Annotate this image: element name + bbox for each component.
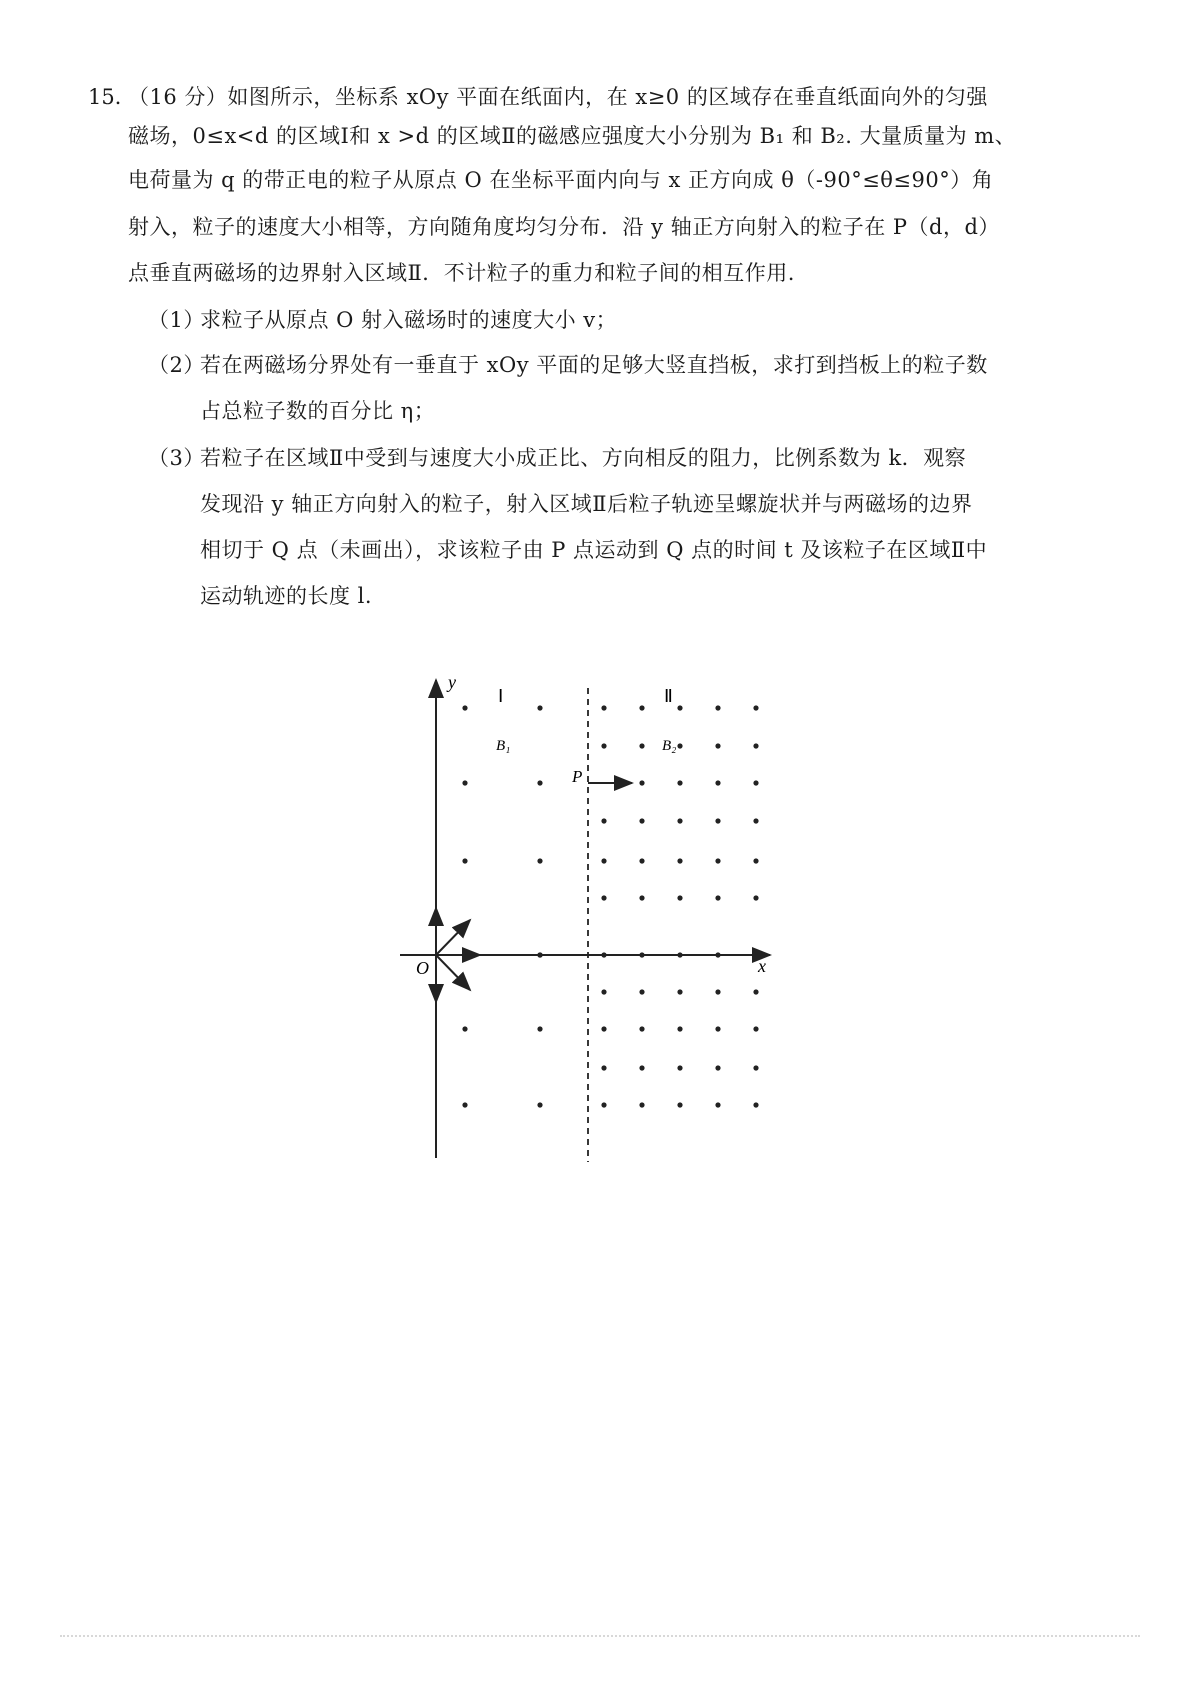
field-2-label: B₂ <box>662 738 677 754</box>
field-dot <box>677 1026 682 1031</box>
field-dot <box>753 989 758 994</box>
field-dot <box>753 1102 758 1107</box>
origin-label: O <box>416 958 429 978</box>
field-dot <box>639 1102 644 1107</box>
field-dot <box>537 705 542 710</box>
field-dot <box>753 1065 758 1070</box>
question-line-2: 磁场，0≤x<d 的区域Ⅰ和 x >d 的区域Ⅱ的磁感应强度大小分别为 B₁ 和 B₂. 大量质量为 m、 <box>128 124 1017 148</box>
field-dot <box>753 858 758 863</box>
field-dots <box>462 705 758 1107</box>
field-dot <box>601 1065 606 1070</box>
field-dot <box>715 895 720 900</box>
field-dot <box>677 705 682 710</box>
part-3-label: （3） <box>148 446 205 470</box>
field-dot <box>677 818 682 823</box>
field-dot <box>677 1102 682 1107</box>
question-line-3: 电荷量为 q 的带正电的粒子从原点 O 在坐标平面内向与 x 正方向成 θ（-90°≤θ≤90°）角 <box>128 168 994 192</box>
region-2-label: Ⅱ <box>664 686 673 706</box>
field-dot <box>753 1026 758 1031</box>
field-dot <box>715 818 720 823</box>
field-dot <box>753 705 758 710</box>
field-dot <box>715 705 720 710</box>
field-dot <box>715 1102 720 1107</box>
field-dot <box>462 1026 467 1031</box>
region-1-label: Ⅰ <box>498 686 504 706</box>
field-dot <box>601 1026 606 1031</box>
field-dot <box>639 895 644 900</box>
field-dot <box>601 743 606 748</box>
part-3-line-2: 发现沿 y 轴正方向射入的粒子，射入区域Ⅱ后粒子轨迹呈螺旋状并与两磁场的边界 <box>200 492 973 516</box>
field-dot <box>639 705 644 710</box>
field-dot <box>677 780 682 785</box>
field-dot <box>715 989 720 994</box>
field-dot <box>677 743 682 748</box>
part-1-label: （1） <box>148 308 205 332</box>
part-3-line-3: 相切于 Q 点（未画出），求该粒子由 P 点运动到 Q 点的时间 t 及该粒子在区域Ⅱ中 <box>200 538 988 562</box>
velocity-arrow-down-right <box>436 955 470 990</box>
field-dot <box>601 895 606 900</box>
field-dot <box>601 1102 606 1107</box>
field-dot <box>537 1026 542 1031</box>
question-line-4: 射入，粒子的速度大小相等，方向随角度均匀分布．沿 y 轴正方向射入的粒子在 P（d，d） <box>128 215 1000 239</box>
page-bottom-rule <box>60 1635 1140 1637</box>
field-dot <box>462 1102 467 1107</box>
part-2-line-2: 占总粒子数的百分比 η； <box>200 399 436 423</box>
field-dot <box>601 705 606 710</box>
field-dot <box>677 895 682 900</box>
field-dot <box>601 858 606 863</box>
field-dot <box>601 989 606 994</box>
field-dot <box>715 858 720 863</box>
part-2-label: （2） <box>148 353 205 377</box>
question-line-5: 点垂直两磁场的边界射入区域Ⅱ．不计粒子的重力和粒子间的相互作用. <box>128 261 795 285</box>
field-dot <box>677 1065 682 1070</box>
field-dot <box>715 743 720 748</box>
field-dot <box>537 780 542 785</box>
field-dot <box>601 818 606 823</box>
field-dot <box>677 858 682 863</box>
field-1-label: B₁ <box>496 738 511 754</box>
field-dot <box>715 780 720 785</box>
field-dot <box>462 780 467 785</box>
field-dot <box>753 743 758 748</box>
field-dot <box>753 818 758 823</box>
part-1-line-1: 求粒子从原点 O 射入磁场时的速度大小 v； <box>200 308 618 332</box>
part-2-line-1: 若在两磁场分界处有一垂直于 xOy 平面的足够大竖直挡板，求打到挡板上的粒子数 <box>200 353 988 377</box>
part-3-line-4: 运动轨迹的长度 l. <box>200 584 373 608</box>
field-dot <box>462 858 467 863</box>
question-line-1: （16 分）如图所示，坐标系 xOy 平面在纸面内，在 x≥0 的区域存在垂直纸面向外的匀强 <box>128 85 988 109</box>
field-dot <box>639 1065 644 1070</box>
field-dot <box>639 743 644 748</box>
x-axis-label: x <box>758 956 766 976</box>
field-dot <box>677 989 682 994</box>
field-dot <box>462 705 467 710</box>
field-dot <box>639 780 644 785</box>
y-axis-label: y <box>448 672 456 692</box>
field-dot <box>537 1102 542 1107</box>
point-p-label: P <box>572 767 583 786</box>
velocity-arrow-up-right <box>436 920 470 955</box>
field-dot <box>753 895 758 900</box>
question-number: 15． <box>88 85 136 109</box>
field-dot <box>639 858 644 863</box>
field-dot <box>537 858 542 863</box>
field-dot <box>639 818 644 823</box>
field-dot <box>753 780 758 785</box>
field-dot <box>639 989 644 994</box>
part-3-line-1: 若粒子在区域Ⅱ中受到与速度大小成正比、方向相反的阻力，比例系数为 k．观察 <box>200 446 967 470</box>
magnetic-field-figure <box>380 668 780 1178</box>
field-dot <box>715 1026 720 1031</box>
field-dot <box>639 1026 644 1031</box>
field-dot <box>715 1065 720 1070</box>
